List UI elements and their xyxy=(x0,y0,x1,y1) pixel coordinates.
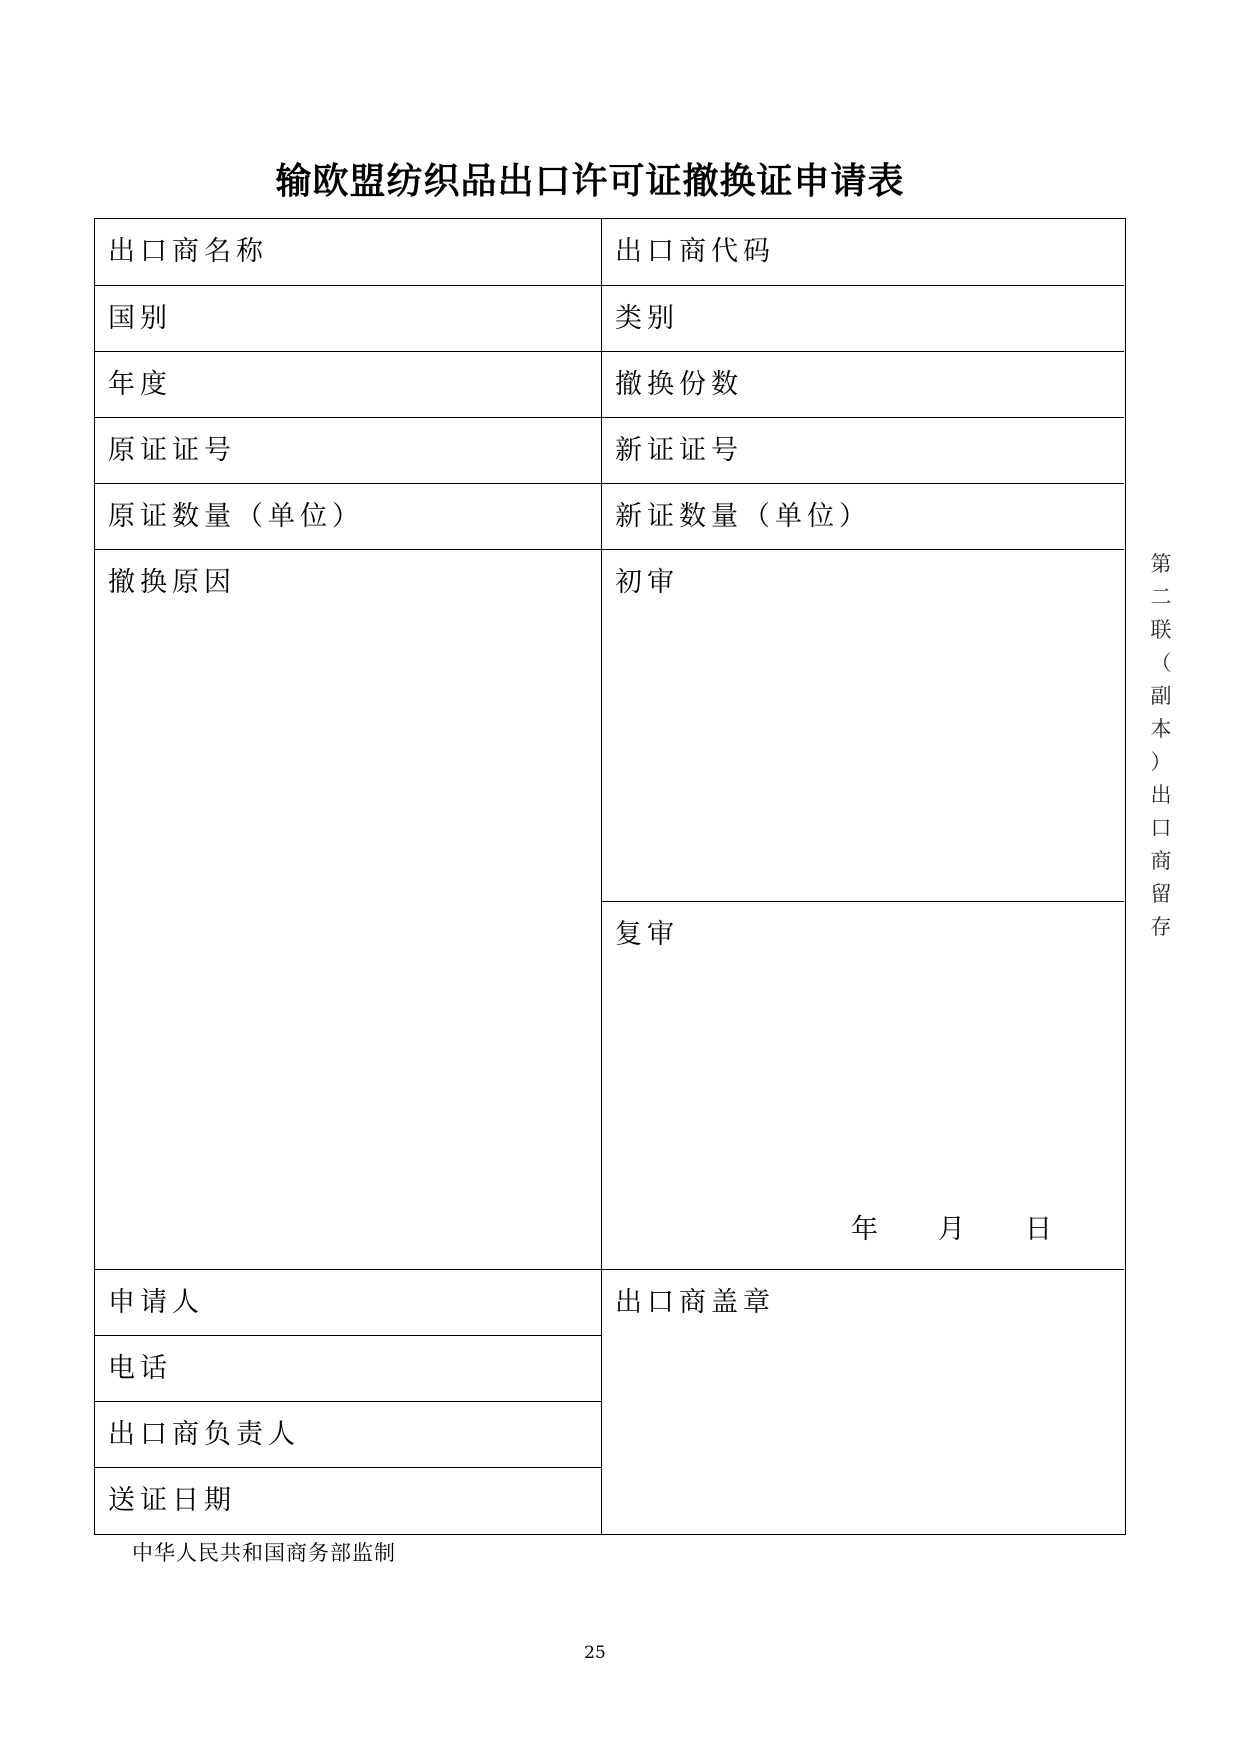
field-category[interactable] xyxy=(602,286,1124,352)
field-exporter-code[interactable] xyxy=(602,219,1124,286)
field-label: 出口商代码 xyxy=(615,236,775,267)
field-label: 申请人 xyxy=(108,1287,204,1318)
field-phone[interactable] xyxy=(95,1336,602,1402)
side-note-char: 二 xyxy=(1150,585,1172,609)
field-original-license-number[interactable] xyxy=(95,418,602,484)
side-note-char: 第 xyxy=(1150,552,1172,576)
field-label: 国别 xyxy=(108,303,172,334)
field-re-review[interactable] xyxy=(602,902,1124,1270)
field-exporter-name[interactable] xyxy=(95,219,602,286)
field-original-quantity[interactable] xyxy=(95,484,602,550)
side-note-char: 存 xyxy=(1150,915,1172,939)
side-note-char: 本 xyxy=(1150,717,1172,741)
side-note-char: 口 xyxy=(1150,816,1172,840)
field-label: 出口商负责人 xyxy=(108,1419,300,1450)
field-label: 类别 xyxy=(615,303,679,334)
date-day-label: 日 xyxy=(1025,1214,1052,1245)
field-label: 原证数量（单位） xyxy=(108,501,364,532)
side-note-char: 副 xyxy=(1150,684,1172,708)
side-note-char: 联 xyxy=(1150,618,1172,642)
field-label: 年度 xyxy=(108,369,172,400)
field-applicant[interactable] xyxy=(95,1270,602,1336)
field-replacement-reason[interactable] xyxy=(95,550,602,1270)
field-label: 撤换份数 xyxy=(615,369,743,400)
review-date-line xyxy=(851,1213,1052,1247)
field-country[interactable] xyxy=(95,286,602,352)
field-label: 新证证号 xyxy=(615,435,743,466)
field-label: 电话 xyxy=(108,1353,172,1384)
field-label: 原证证号 xyxy=(108,435,236,466)
side-note-char: 商 xyxy=(1150,849,1172,873)
field-label: 出口商名称 xyxy=(108,236,268,267)
application-form-table xyxy=(94,218,1126,1535)
form-title: 输欧盟纺织品出口许可证撤换证申请表 xyxy=(275,161,905,202)
field-label: 新证数量（单位） xyxy=(615,501,871,532)
field-label: 出口商盖章 xyxy=(615,1287,775,1318)
field-label: 初审 xyxy=(615,567,679,598)
side-note-char: （ xyxy=(1150,651,1172,675)
field-year[interactable] xyxy=(95,352,602,418)
copy-designation-note xyxy=(1147,548,1175,944)
field-label: 复审 xyxy=(615,919,679,950)
date-year-label: 年 xyxy=(851,1214,878,1245)
field-exporter-manager[interactable] xyxy=(95,1402,602,1468)
field-new-quantity[interactable] xyxy=(602,484,1124,550)
side-note-char: ） xyxy=(1150,750,1172,774)
field-label: 送证日期 xyxy=(108,1485,236,1516)
side-note-char: 留 xyxy=(1150,882,1172,906)
field-label: 撤换原因 xyxy=(108,567,236,598)
field-initial-review[interactable] xyxy=(602,550,1124,902)
issuer-note: 中华人民共和国商务部监制 xyxy=(132,1541,396,1565)
field-exporter-stamp[interactable] xyxy=(602,1270,1124,1534)
side-note-char: 出 xyxy=(1150,783,1172,807)
field-new-license-number[interactable] xyxy=(602,418,1124,484)
page-number: 25 xyxy=(584,1643,606,1663)
date-month-label: 月 xyxy=(938,1214,965,1245)
field-submission-date[interactable] xyxy=(95,1468,602,1534)
field-replacement-copies[interactable] xyxy=(602,352,1124,418)
